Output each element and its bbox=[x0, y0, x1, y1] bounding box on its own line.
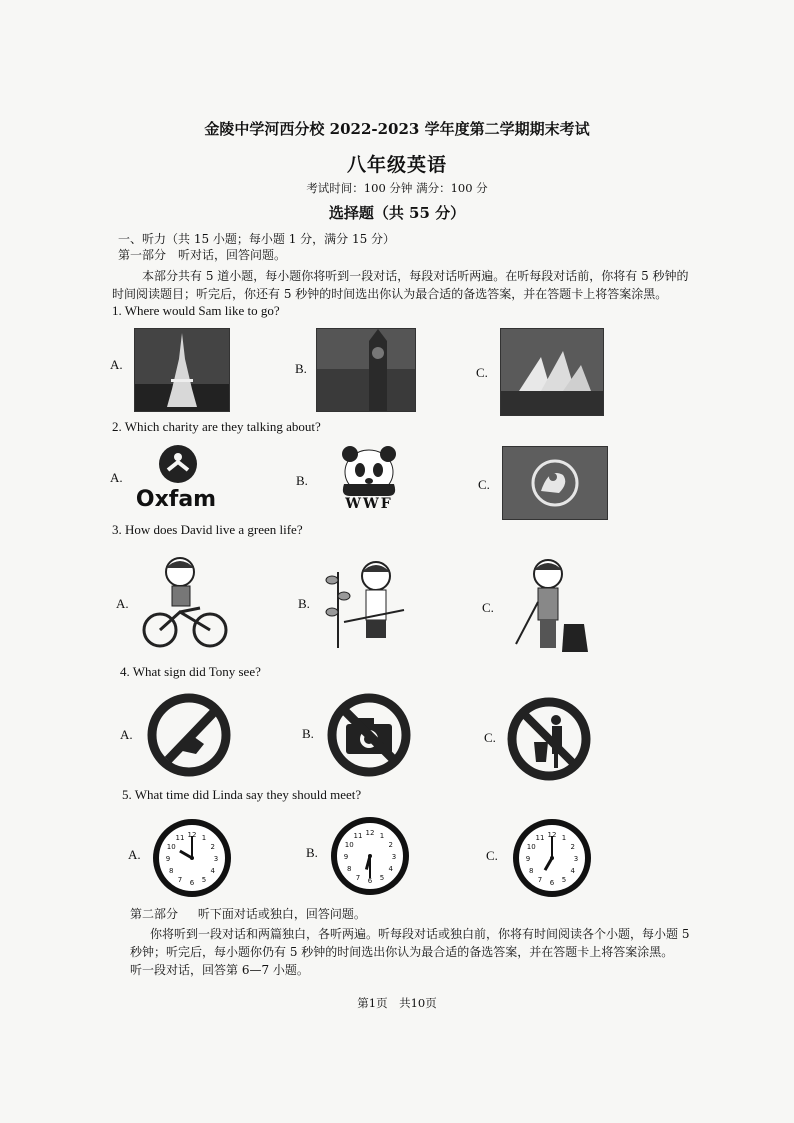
clock-numeral: 10 bbox=[526, 843, 536, 851]
clock-numeral: 3 bbox=[213, 855, 219, 863]
clock-numeral: 2 bbox=[570, 843, 576, 851]
part2-heading bbox=[130, 905, 366, 923]
clock-numeral: 5 bbox=[201, 875, 207, 884]
part2-heading-label: 第二部分 bbox=[130, 907, 179, 921]
question-number: 3. bbox=[112, 522, 122, 537]
option-label: B. bbox=[302, 726, 314, 741]
unicef-logo bbox=[502, 446, 608, 520]
sydney-opera-house-photo bbox=[500, 328, 604, 416]
part1-instructions-line1: 本部分共有 5 道小题，每小题你将听到一段对话，每段对话听两遍。在听每段对话前，你将有 5 秒钟的 bbox=[142, 269, 689, 283]
question-4 bbox=[120, 664, 261, 680]
question-text: How does David live a green life? bbox=[125, 522, 303, 537]
boy-watering-tree-illustration bbox=[320, 552, 410, 652]
clock-numeral: 4 bbox=[570, 867, 576, 875]
question-3 bbox=[112, 522, 303, 538]
part2-heading-text: 听下面对话或独白，回答问题。 bbox=[197, 907, 366, 921]
question-text: What sign did Tony see? bbox=[132, 664, 261, 679]
option-label: A. bbox=[120, 727, 133, 742]
clock-numeral: 8 bbox=[168, 867, 174, 875]
clock-numeral: 9 bbox=[343, 853, 349, 861]
option-label: C. bbox=[486, 848, 498, 863]
clock-numeral: 6 bbox=[367, 877, 373, 885]
option-label: B. bbox=[295, 361, 307, 376]
question-text: Which charity are they talking about? bbox=[124, 419, 321, 434]
no-photos-sign bbox=[326, 692, 412, 778]
clock-numeral: 3 bbox=[573, 855, 579, 863]
big-ben-photo bbox=[316, 328, 416, 412]
clock-numeral: 1 bbox=[561, 834, 567, 843]
clock-numeral: 8 bbox=[346, 865, 352, 873]
question-number: 1. bbox=[112, 303, 122, 318]
part1-instructions-line2: 时间阅读题目；听完后，你还有 5 秒钟的时间选出你认为最合适的备选答案，并在答题卡上将答案涂黑。 bbox=[112, 287, 668, 301]
clock-numeral: 11 bbox=[353, 832, 363, 841]
option-label: C. bbox=[478, 477, 490, 492]
eiffel-tower-photo bbox=[134, 328, 230, 412]
boy-cycling-illustration bbox=[140, 552, 230, 650]
question-number: 2. bbox=[112, 419, 122, 434]
option-label: C. bbox=[484, 730, 496, 745]
clock-numeral: 7 bbox=[537, 875, 543, 884]
option-label: C. bbox=[476, 365, 488, 380]
clock-numeral: 9 bbox=[525, 855, 531, 863]
option-label: B. bbox=[298, 596, 310, 611]
clock-numeral: 5 bbox=[379, 873, 385, 882]
exam-info: 考试时间：100 分钟 满分：100 分 bbox=[306, 181, 488, 195]
question-2 bbox=[112, 419, 321, 435]
clock-numeral: 6 bbox=[549, 879, 555, 887]
part2-instructions-line3: 听一段对话，回答第 6—7 小题。 bbox=[130, 963, 309, 977]
clock-numeral: 1 bbox=[379, 832, 385, 841]
wwf-logo-text: WWF bbox=[345, 496, 393, 512]
clock-numeral: 10 bbox=[166, 843, 176, 851]
option-label: A. bbox=[110, 470, 123, 485]
clock-numeral: 9 bbox=[165, 855, 171, 863]
clock-numeral: 7 bbox=[355, 873, 361, 882]
clock-face bbox=[152, 818, 232, 898]
clock-numeral: 4 bbox=[210, 867, 216, 875]
clock-numeral: 11 bbox=[175, 834, 185, 843]
clock-numeral: 4 bbox=[388, 865, 394, 873]
subject-title: 八年级英语 bbox=[346, 154, 447, 176]
clock-face bbox=[330, 816, 410, 896]
clock-numeral: 12 bbox=[187, 831, 197, 839]
part1-heading: 第一部分 听对话，回答问题。 bbox=[118, 248, 287, 262]
question-text: What time did Linda say they should meet? bbox=[134, 787, 362, 802]
clock-numeral: 8 bbox=[528, 867, 534, 875]
oxfam-logo-text: Oxfam bbox=[135, 487, 217, 512]
clock-numeral: 11 bbox=[535, 834, 545, 843]
part2-instructions-line2: 秒钟；听完后，每小题你仍有 5 秒钟的时间选出你认为最合适的备选答案，并在答题卡上将答案涂黑。 bbox=[130, 945, 674, 959]
school-title: 金陵中学河西分校 2022-2023 学年度第二学期期末考试 bbox=[204, 120, 590, 138]
question-number: 5. bbox=[122, 787, 132, 802]
clock-numeral: 12 bbox=[365, 829, 375, 837]
question-number: 4. bbox=[120, 664, 130, 679]
clock-numeral: 3 bbox=[391, 853, 397, 861]
clock-numeral: 10 bbox=[344, 841, 354, 849]
option-label: C. bbox=[482, 600, 494, 615]
boy-picking-litter-illustration bbox=[508, 552, 590, 656]
option-label: A. bbox=[116, 596, 129, 611]
clock-numeral: 6 bbox=[189, 879, 195, 887]
no-littering-sign bbox=[506, 696, 592, 782]
page-number: 第1页 共10页 bbox=[357, 996, 437, 1010]
option-label: A. bbox=[128, 847, 141, 862]
clock-numeral: 1 bbox=[201, 834, 207, 843]
option-label: A. bbox=[110, 357, 123, 372]
oxfam-logo bbox=[134, 440, 218, 516]
question-text: Where would Sam like to go? bbox=[124, 303, 280, 318]
clock-numeral: 2 bbox=[210, 843, 216, 851]
section-title: 选择题（共 55 分） bbox=[328, 204, 466, 222]
clock-numeral: 5 bbox=[561, 875, 567, 884]
part2-instructions-line1: 你将听到一段对话和两篇独白，各听两遍。听每段对话或独白前，你将有时间阅读各个小题，每小题 5 bbox=[150, 927, 690, 941]
listening-heading: 一、听力（共 15 小题；每小题 1 分，满分 15 分） bbox=[118, 232, 396, 246]
option-label: B. bbox=[306, 845, 318, 860]
clock-numeral: 2 bbox=[388, 841, 394, 849]
clock-numeral: 12 bbox=[547, 831, 557, 839]
question-1 bbox=[112, 303, 280, 319]
option-label: B. bbox=[296, 473, 308, 488]
no-touching-sign bbox=[146, 692, 232, 778]
clock-face bbox=[512, 818, 592, 898]
wwf-panda-logo bbox=[330, 444, 408, 516]
question-5 bbox=[122, 787, 361, 803]
clock-numeral: 7 bbox=[177, 875, 183, 884]
